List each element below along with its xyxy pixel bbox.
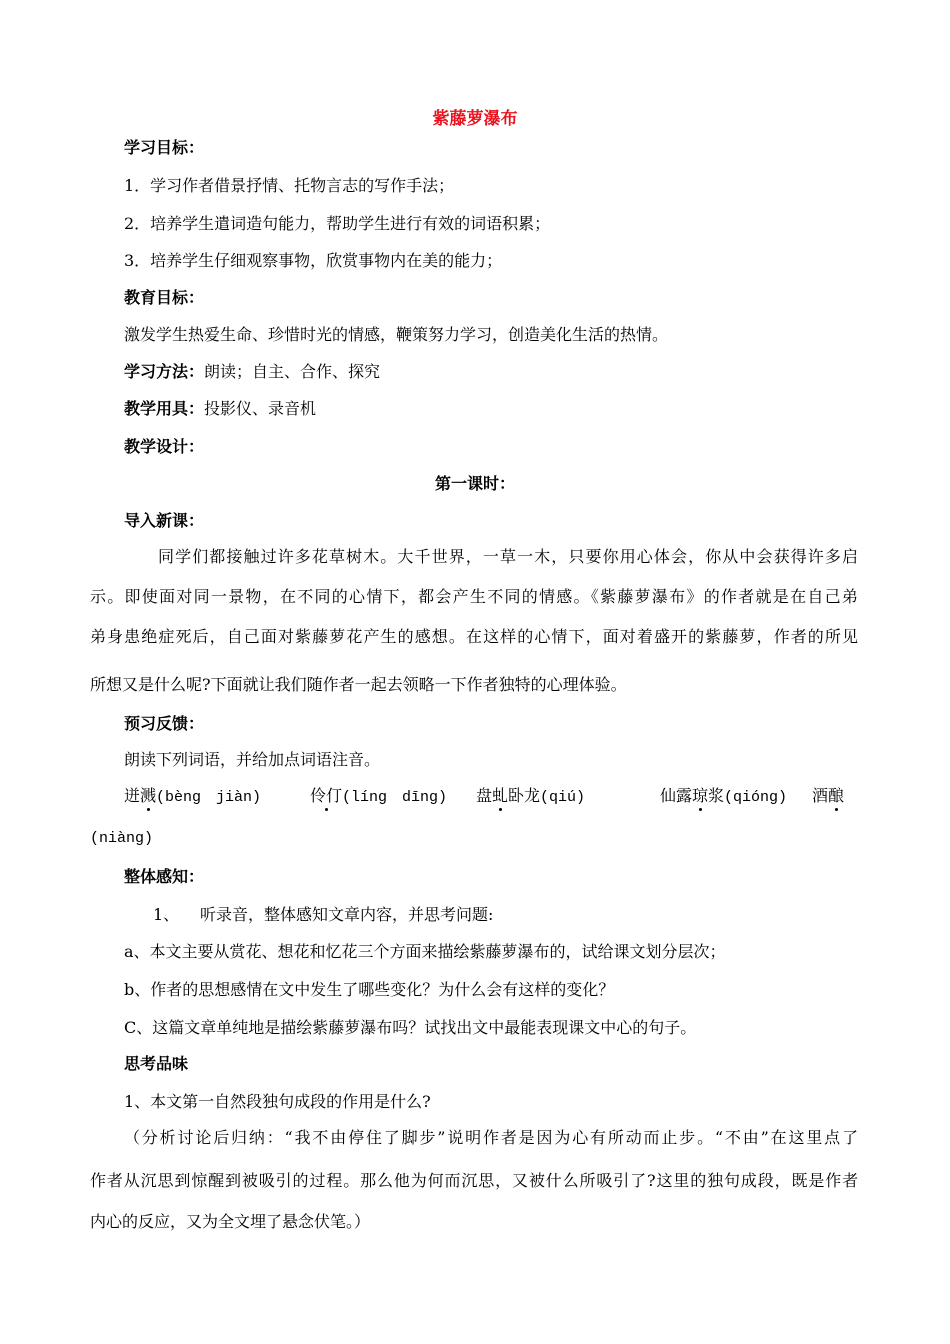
pinyin: (qiú) xyxy=(540,789,586,806)
intro-heading: 导入新课： xyxy=(124,511,205,530)
dotted-character: 溅 xyxy=(140,786,157,805)
intro-paragraph-line: 示。即使面对同一景物，在不同的心情下，都会产生不同的情感。《紫藤萝瀑布》的作者就是在自己弟 xyxy=(90,587,860,606)
overall-question: b、作者的思想感情在文中发生了哪些变化？为什么会有这样的变化？ xyxy=(124,980,615,999)
vocab-item: 迸溅(bèng jiàn) xyxy=(124,786,262,806)
dotted-character: 酿 xyxy=(828,786,845,805)
overall-question: a、本文主要从赏花、想花和忆花三个方面来描绘紫藤萝瀑布的，试给课文划分层次； xyxy=(124,942,726,961)
vocab-item: 盘虬卧龙(qiú) xyxy=(476,786,586,806)
vocab-item: 酒酿 xyxy=(812,786,845,805)
overall-item-number: 1、 xyxy=(153,905,180,924)
thinking-question: 1、本文第一自然段独句成段的作用是什么? xyxy=(124,1092,431,1111)
teaching-tools xyxy=(124,399,316,419)
lesson-heading: 第一课时： xyxy=(434,474,515,493)
thinking-answer-line: 作者从沉思到惊醒到被吸引的过程。那么他为何而沉思，又被什么所吸引了?这里的独句成段，既是作者 xyxy=(90,1171,860,1190)
education-goals-text: 激发学生热爱生命、珍惜时光的情感，鞭策努力学习，创造美化生活的热情。 xyxy=(124,325,669,344)
learning-goal-item: 1．学习作者借景抒情、托物言志的写作手法； xyxy=(124,176,455,195)
learning-goal-item: 2．培养学生遣词造句能力，帮助学生进行有效的词语积累； xyxy=(124,214,551,233)
preview-instruction: 朗读下列词语，并给加点词语注音。 xyxy=(124,750,381,769)
intro-paragraph-line: 所想又是什么呢?下面就让我们随作者一起去领略一下作者独特的心理体验。 xyxy=(90,675,627,694)
pinyin-wrap: (niàng) xyxy=(90,830,154,847)
teaching-tools-value: 投影仪、录音机 xyxy=(204,399,317,418)
dotted-character: 伶仃 xyxy=(310,786,343,805)
document-title: 紫藤萝瀑布 xyxy=(432,109,518,129)
pinyin: (bèng jiàn) xyxy=(156,789,262,806)
learning-method-label: 学习方法： xyxy=(124,362,205,381)
pinyin: (líng dīng) xyxy=(342,789,448,806)
dotted-character: 虬 xyxy=(492,786,509,805)
learning-method-value: 朗读；自主、合作、探究 xyxy=(204,362,381,381)
pinyin: (qióng) xyxy=(724,789,788,806)
overall-heading: 整体感知： xyxy=(124,867,205,886)
vocab-item xyxy=(310,786,447,808)
vocab-item: 仙露琼浆(qióng) xyxy=(660,786,788,806)
teaching-design-heading: 教学设计： xyxy=(124,437,205,456)
learning-method xyxy=(124,362,380,382)
overall-question: C、这篇文章单纯地是描绘紫藤萝瀑布吗？试找出文中最能表现课文中心的句子。 xyxy=(124,1018,697,1037)
thinking-answer-line: 内心的反应，又为全文埋了悬念伏笔。） xyxy=(90,1212,371,1231)
thinking-answer-line: （分析讨论后归纳：“我不由停住了脚步”说明作者是因为心有所动而止步。“不由”在这里点了 xyxy=(124,1128,860,1147)
learning-goals-heading: 学习目标： xyxy=(124,138,205,157)
preview-heading: 预习反馈： xyxy=(124,714,205,733)
intro-paragraph-line: 同学们都接触过许多花草树木。大千世界，一草一木，只要你用心体会，你从中会获得许多启 xyxy=(158,547,860,566)
learning-goal-item: 3．培养学生仔细观察事物，欣赏事物内在美的能力； xyxy=(124,251,503,270)
overall-item-text: 听录音，整体感知文章内容，并思考问题: xyxy=(200,905,494,924)
education-goals-heading: 教育目标： xyxy=(124,288,205,307)
thinking-heading: 思考品味 xyxy=(124,1054,189,1073)
dotted-character: 琼 xyxy=(692,786,709,805)
intro-paragraph-line: 弟身患绝症死后，自己面对紫藤萝花产生的感想。在这样的心情下，面对着盛开的紫藤萝，作者的所见 xyxy=(90,627,860,646)
teaching-tools-label: 教学用具： xyxy=(124,399,205,418)
